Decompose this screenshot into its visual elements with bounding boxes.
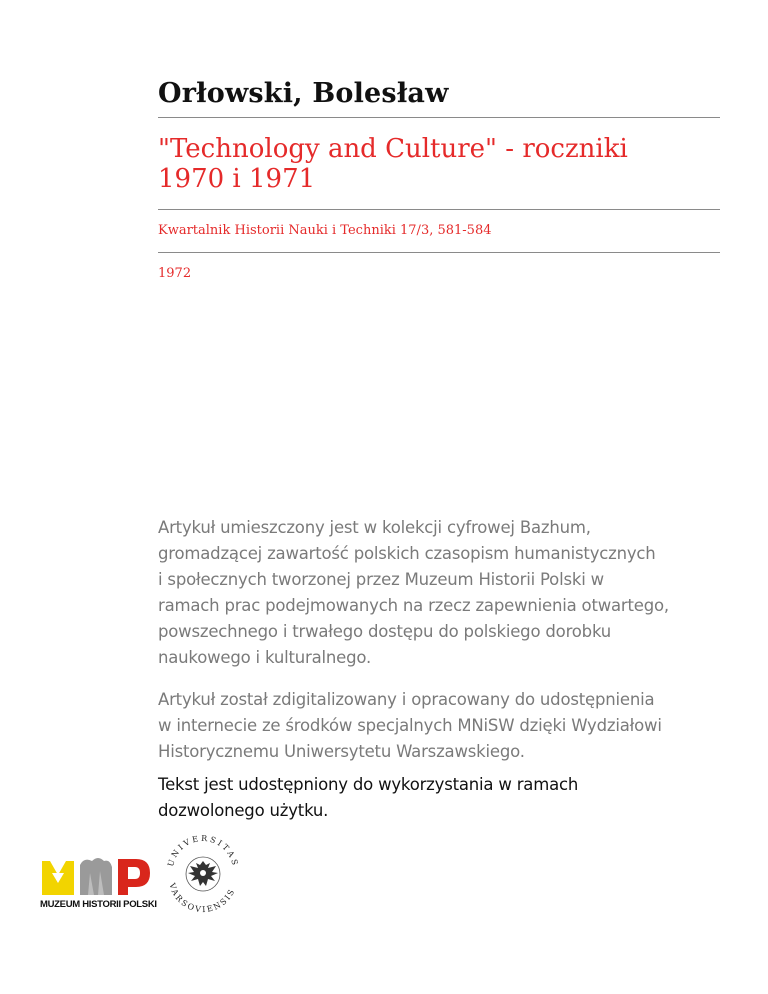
divider <box>158 209 720 210</box>
logo-gray-figure <box>80 858 112 895</box>
svg-text:VARSOVIENSIS: VARSOVIENSIS <box>167 882 237 914</box>
divider <box>158 117 720 118</box>
text-line: Artykuł umieszczony jest w kolekcji cyfrowej Bazhum, <box>158 518 591 537</box>
text-line: ramach prac podejmowanych na rzecz zapewnienia otwartego, <box>158 596 669 615</box>
text-line: i społecznych tworzonej przez Muzeum Historii Polski w <box>158 570 604 589</box>
text-line: naukowego i kulturalnego. <box>158 648 372 667</box>
collection-notice <box>158 515 728 671</box>
usage-notice <box>158 772 728 824</box>
text-line: dozwolonego użytku. <box>158 801 329 820</box>
eagle-emblem <box>186 857 220 891</box>
svg-text:UNIVERSITAS: UNIVERSITAS <box>166 833 240 869</box>
text-line: w internecie ze środków specjalnych MNiSW dzięki Wydziałowi <box>158 716 662 735</box>
article-title-line2: 1970 i 1971 <box>158 164 316 194</box>
text-line: gromadzącej zawartość polskich czasopism humanistycznych <box>158 544 656 563</box>
publication-year: 1972 <box>158 266 192 281</box>
digitization-notice <box>158 687 728 765</box>
text-line: Tekst jest udostępniony do wykorzystania w ramach <box>158 775 579 794</box>
text-line: Historycznemu Uniwersytetu Warszawskiego. <box>158 742 525 761</box>
divider <box>158 252 720 253</box>
article-title <box>158 134 718 194</box>
logo-red-p <box>118 859 150 895</box>
university-of-warsaw-seal <box>160 828 246 914</box>
museum-name: MUZEUM HISTORII POLSKI <box>40 899 157 910</box>
article-title-line1: "Technology and Culture" - roczniki <box>158 134 628 164</box>
author-name: Orłowski, Bolesław <box>158 78 449 109</box>
journal-citation: Kwartalnik Historii Nauki i Techniki 17/3, 581-584 <box>158 223 492 238</box>
text-line: powszechnego i trwałego dostępu do polskiego dorobku <box>158 622 612 641</box>
text-line: Artykuł został zdigitalizowany i opracowany do udostępnienia <box>158 690 655 709</box>
